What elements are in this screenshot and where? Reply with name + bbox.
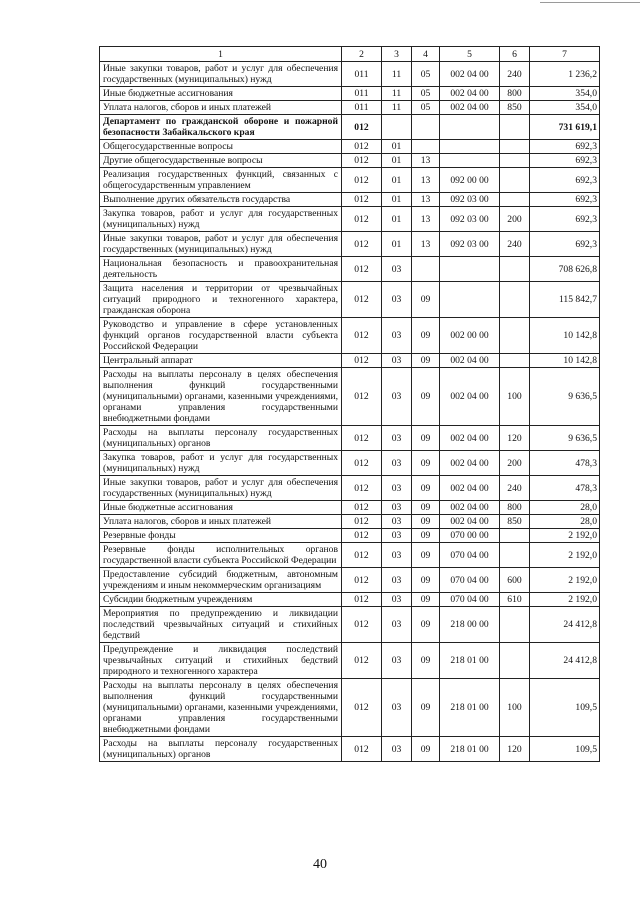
row-gr: 012 <box>342 529 382 543</box>
row-vr <box>500 543 530 568</box>
row-vr <box>500 607 530 643</box>
table-row <box>100 426 600 451</box>
row-amount: 354,0 <box>530 101 600 115</box>
row-rz: 03 <box>382 426 412 451</box>
row-amount: 10 142,8 <box>530 318 600 354</box>
row-pr: 09 <box>412 318 440 354</box>
table-row <box>100 115 600 140</box>
row-vr <box>500 140 530 154</box>
row-amount: 692,3 <box>530 168 600 193</box>
table-row <box>100 368 600 426</box>
row-name: Расходы на выплаты персоналу государственных (муниципальных) органов <box>100 737 342 762</box>
header-col-rz: 3 <box>382 47 412 62</box>
table-row <box>100 62 600 87</box>
row-gr: 012 <box>342 501 382 515</box>
row-rz: 03 <box>382 593 412 607</box>
row-amount: 9 636,5 <box>530 426 600 451</box>
row-csr: 002 00 00 <box>440 318 500 354</box>
row-rz: 01 <box>382 168 412 193</box>
row-csr: 218 00 00 <box>440 607 500 643</box>
row-csr: 002 04 00 <box>440 426 500 451</box>
row-pr: 09 <box>412 354 440 368</box>
row-amount: 2 192,0 <box>530 568 600 593</box>
table-row <box>100 643 600 679</box>
row-gr: 012 <box>342 207 382 232</box>
row-gr: 012 <box>342 607 382 643</box>
row-vr: 240 <box>500 232 530 257</box>
row-name: Другие общегосударственные вопросы <box>100 154 342 168</box>
row-vr <box>500 282 530 318</box>
row-vr: 240 <box>500 476 530 501</box>
row-csr <box>440 282 500 318</box>
row-amount: 9 636,5 <box>530 368 600 426</box>
row-rz: 11 <box>382 101 412 115</box>
row-name: Общегосударственные вопросы <box>100 140 342 154</box>
row-vr: 100 <box>500 679 530 737</box>
row-vr <box>500 318 530 354</box>
row-amount: 692,3 <box>530 140 600 154</box>
row-name: Иные бюджетные ассигнования <box>100 87 342 101</box>
row-rz: 01 <box>382 154 412 168</box>
row-gr: 012 <box>342 115 382 140</box>
table-row <box>100 737 600 762</box>
row-csr: 002 04 00 <box>440 87 500 101</box>
row-name: Закупка товаров, работ и услуг для государственных (муниципальных) нужд <box>100 207 342 232</box>
row-pr: 09 <box>412 451 440 476</box>
row-vr <box>500 643 530 679</box>
row-name: Защита населения и территории от чрезвычайных ситуаций природного и техногенного характера, гражданская оборона <box>100 282 342 318</box>
row-gr: 012 <box>342 476 382 501</box>
row-csr <box>440 257 500 282</box>
row-gr: 012 <box>342 568 382 593</box>
table-row <box>100 607 600 643</box>
table-row <box>100 154 600 168</box>
table-row <box>100 354 600 368</box>
row-vr: 800 <box>500 501 530 515</box>
table-row <box>100 515 600 529</box>
row-gr: 012 <box>342 140 382 154</box>
row-name: Иные закупки товаров, работ и услуг для обеспечения государственных (муниципальных) нужд <box>100 232 342 257</box>
row-csr: 070 04 00 <box>440 543 500 568</box>
table-row <box>100 318 600 354</box>
row-amount: 115 842,7 <box>530 282 600 318</box>
row-pr: 13 <box>412 193 440 207</box>
row-rz: 03 <box>382 368 412 426</box>
row-pr: 09 <box>412 568 440 593</box>
table-row <box>100 543 600 568</box>
row-gr: 012 <box>342 515 382 529</box>
row-name: Предупреждение и ликвидация последствий чрезвычайных ситуаций и стихийных бедствий природного и техногенного характера <box>100 643 342 679</box>
row-rz: 03 <box>382 529 412 543</box>
row-rz: 03 <box>382 476 412 501</box>
row-vr: 240 <box>500 62 530 87</box>
row-csr <box>440 115 500 140</box>
row-pr: 05 <box>412 87 440 101</box>
row-amount: 478,3 <box>530 476 600 501</box>
row-pr: 09 <box>412 593 440 607</box>
row-vr: 850 <box>500 515 530 529</box>
row-csr: 002 04 00 <box>440 354 500 368</box>
row-gr: 012 <box>342 679 382 737</box>
table-row <box>100 140 600 154</box>
row-pr: 13 <box>412 168 440 193</box>
table-row <box>100 593 600 607</box>
row-rz: 11 <box>382 62 412 87</box>
row-amount: 2 192,0 <box>530 529 600 543</box>
table-row <box>100 501 600 515</box>
row-vr <box>500 168 530 193</box>
row-vr: 800 <box>500 87 530 101</box>
row-pr: 09 <box>412 426 440 451</box>
row-name: Иные закупки товаров, работ и услуг для обеспечения государственных (муниципальных) нужд <box>100 476 342 501</box>
row-gr: 012 <box>342 737 382 762</box>
row-rz: 03 <box>382 282 412 318</box>
row-name: Резервные фонды исполнительных органов государственной власти субъекта Российской Федерации <box>100 543 342 568</box>
row-amount: 24 412,8 <box>530 643 600 679</box>
table-row <box>100 207 600 232</box>
row-pr: 09 <box>412 529 440 543</box>
row-amount: 354,0 <box>530 87 600 101</box>
row-csr: 002 04 00 <box>440 476 500 501</box>
row-name: Мероприятия по предупреждению и ликвидации последствий чрезвычайных ситуаций и стихийных бедствий <box>100 607 342 643</box>
table-row <box>100 87 600 101</box>
row-rz: 03 <box>382 679 412 737</box>
row-name: Субсидии бюджетным учреждениям <box>100 593 342 607</box>
row-amount: 10 142,8 <box>530 354 600 368</box>
row-pr: 05 <box>412 62 440 87</box>
row-gr: 012 <box>342 354 382 368</box>
row-name: Иные бюджетные ассигнования <box>100 501 342 515</box>
row-rz: 03 <box>382 354 412 368</box>
row-vr <box>500 193 530 207</box>
row-name: Центральный аппарат <box>100 354 342 368</box>
row-name: Уплата налогов, сборов и иных платежей <box>100 515 342 529</box>
row-pr <box>412 257 440 282</box>
row-gr: 012 <box>342 593 382 607</box>
row-gr: 012 <box>342 451 382 476</box>
row-name: Закупка товаров, работ и услуг для государственных (муниципальных) нужд <box>100 451 342 476</box>
row-csr: 092 03 00 <box>440 193 500 207</box>
row-vr: 600 <box>500 568 530 593</box>
row-gr: 012 <box>342 193 382 207</box>
row-name: Выполнение других обязательств государства <box>100 193 342 207</box>
row-pr: 09 <box>412 679 440 737</box>
row-rz: 03 <box>382 451 412 476</box>
row-csr: 002 04 00 <box>440 368 500 426</box>
row-amount: 1 236,2 <box>530 62 600 87</box>
row-pr <box>412 140 440 154</box>
row-csr: 070 04 00 <box>440 593 500 607</box>
row-gr: 012 <box>342 643 382 679</box>
row-pr: 13 <box>412 232 440 257</box>
row-amount: 731 619,1 <box>530 115 600 140</box>
table-row <box>100 476 600 501</box>
row-rz: 03 <box>382 607 412 643</box>
row-amount: 2 192,0 <box>530 593 600 607</box>
row-name: Расходы на выплаты персоналу в целях обеспечения выполнения функций государственными (муниципальными) органами, казенными учреждениями, органами управления государственными внебюджетными фондами <box>100 368 342 426</box>
row-rz: 03 <box>382 257 412 282</box>
row-rz: 01 <box>382 232 412 257</box>
row-pr: 13 <box>412 154 440 168</box>
header-row <box>100 47 600 62</box>
row-name: Реализация государственных функций, связанных с общегосударственным управлением <box>100 168 342 193</box>
table-row <box>100 232 600 257</box>
row-pr: 05 <box>412 101 440 115</box>
row-csr: 002 04 00 <box>440 515 500 529</box>
row-pr: 09 <box>412 737 440 762</box>
row-amount: 692,3 <box>530 193 600 207</box>
row-vr <box>500 115 530 140</box>
row-rz: 03 <box>382 543 412 568</box>
row-gr: 011 <box>342 101 382 115</box>
row-name: Уплата налогов, сборов и иных платежей <box>100 101 342 115</box>
table-row <box>100 568 600 593</box>
row-pr: 09 <box>412 515 440 529</box>
table-body <box>100 62 600 762</box>
header-col-vr: 6 <box>500 47 530 62</box>
row-amount: 28,0 <box>530 501 600 515</box>
row-amount: 708 626,8 <box>530 257 600 282</box>
row-pr: 13 <box>412 207 440 232</box>
row-rz: 03 <box>382 501 412 515</box>
row-gr: 012 <box>342 232 382 257</box>
row-name: Руководство и управление в сфере установленных функций органов государственной власти субъекта Российской Федерации <box>100 318 342 354</box>
row-gr: 012 <box>342 154 382 168</box>
row-amount: 109,5 <box>530 679 600 737</box>
row-gr: 012 <box>342 368 382 426</box>
row-vr: 610 <box>500 593 530 607</box>
row-csr: 002 04 00 <box>440 62 500 87</box>
row-amount: 478,3 <box>530 451 600 476</box>
header-col-gr: 2 <box>342 47 382 62</box>
row-amount: 692,3 <box>530 207 600 232</box>
row-gr: 011 <box>342 87 382 101</box>
header-col-csr: 5 <box>440 47 500 62</box>
row-csr: 002 04 00 <box>440 501 500 515</box>
row-amount: 692,3 <box>530 232 600 257</box>
row-rz: 01 <box>382 193 412 207</box>
row-amount: 24 412,8 <box>530 607 600 643</box>
row-name: Резервные фонды <box>100 529 342 543</box>
row-gr: 012 <box>342 426 382 451</box>
row-rz: 01 <box>382 207 412 232</box>
header-col-amount: 7 <box>530 47 600 62</box>
row-pr: 09 <box>412 501 440 515</box>
row-rz: 03 <box>382 318 412 354</box>
row-csr <box>440 140 500 154</box>
row-csr: 002 04 00 <box>440 451 500 476</box>
header-col-name: 1 <box>100 47 342 62</box>
row-rz: 03 <box>382 737 412 762</box>
row-vr: 120 <box>500 426 530 451</box>
row-gr: 012 <box>342 282 382 318</box>
row-pr: 09 <box>412 282 440 318</box>
row-rz: 01 <box>382 140 412 154</box>
row-csr <box>440 154 500 168</box>
row-vr: 200 <box>500 451 530 476</box>
row-pr: 09 <box>412 607 440 643</box>
row-rz: 03 <box>382 568 412 593</box>
table-row <box>100 168 600 193</box>
row-csr: 002 04 00 <box>440 101 500 115</box>
row-vr <box>500 354 530 368</box>
row-vr: 100 <box>500 368 530 426</box>
row-gr: 012 <box>342 318 382 354</box>
row-gr: 011 <box>342 62 382 87</box>
table-row <box>100 282 600 318</box>
row-rz <box>382 115 412 140</box>
table-row <box>100 529 600 543</box>
table-row <box>100 257 600 282</box>
row-csr: 092 03 00 <box>440 207 500 232</box>
row-name: Предоставление субсидий бюджетным, автономным учреждениям и иным некоммерческим организациям <box>100 568 342 593</box>
row-gr: 012 <box>342 168 382 193</box>
row-gr: 012 <box>342 257 382 282</box>
row-vr: 200 <box>500 207 530 232</box>
row-name: Расходы на выплаты персоналу государственных (муниципальных) органов <box>100 426 342 451</box>
row-pr: 09 <box>412 476 440 501</box>
table-row <box>100 193 600 207</box>
row-vr <box>500 154 530 168</box>
table-row <box>100 679 600 737</box>
row-csr: 218 01 00 <box>440 679 500 737</box>
row-csr: 092 03 00 <box>440 232 500 257</box>
top-rule <box>540 2 640 3</box>
row-pr: 09 <box>412 368 440 426</box>
row-amount: 692,3 <box>530 154 600 168</box>
row-vr: 120 <box>500 737 530 762</box>
table-row <box>100 101 600 115</box>
row-csr: 218 01 00 <box>440 643 500 679</box>
row-csr: 070 00 00 <box>440 529 500 543</box>
row-csr: 092 00 00 <box>440 168 500 193</box>
row-pr: 09 <box>412 543 440 568</box>
row-vr: 850 <box>500 101 530 115</box>
page-number: 40 <box>313 857 327 872</box>
row-csr: 218 01 00 <box>440 737 500 762</box>
row-rz: 03 <box>382 643 412 679</box>
row-name: Расходы на выплаты персоналу в целях обеспечения выполнения функций государственными (муниципальными) органами, казенными учреждениями, органами управления государственными внебюджетными фондами <box>100 679 342 737</box>
row-pr: 09 <box>412 643 440 679</box>
row-pr <box>412 115 440 140</box>
row-name: Иные закупки товаров, работ и услуг для обеспечения государственных (муниципальных) нужд <box>100 62 342 87</box>
row-name: Национальная безопасность и правоохранительная деятельность <box>100 257 342 282</box>
row-rz: 11 <box>382 87 412 101</box>
row-amount: 28,0 <box>530 515 600 529</box>
row-vr <box>500 257 530 282</box>
row-vr <box>500 529 530 543</box>
table-row <box>100 451 600 476</box>
row-gr: 012 <box>342 543 382 568</box>
row-name: Департамент по гражданской обороне и пожарной безопасности Забайкальского края <box>100 115 342 140</box>
header-col-pr: 4 <box>412 47 440 62</box>
budget-table <box>99 46 600 762</box>
row-amount: 2 192,0 <box>530 543 600 568</box>
row-csr: 070 04 00 <box>440 568 500 593</box>
row-amount: 109,5 <box>530 737 600 762</box>
row-rz: 03 <box>382 515 412 529</box>
